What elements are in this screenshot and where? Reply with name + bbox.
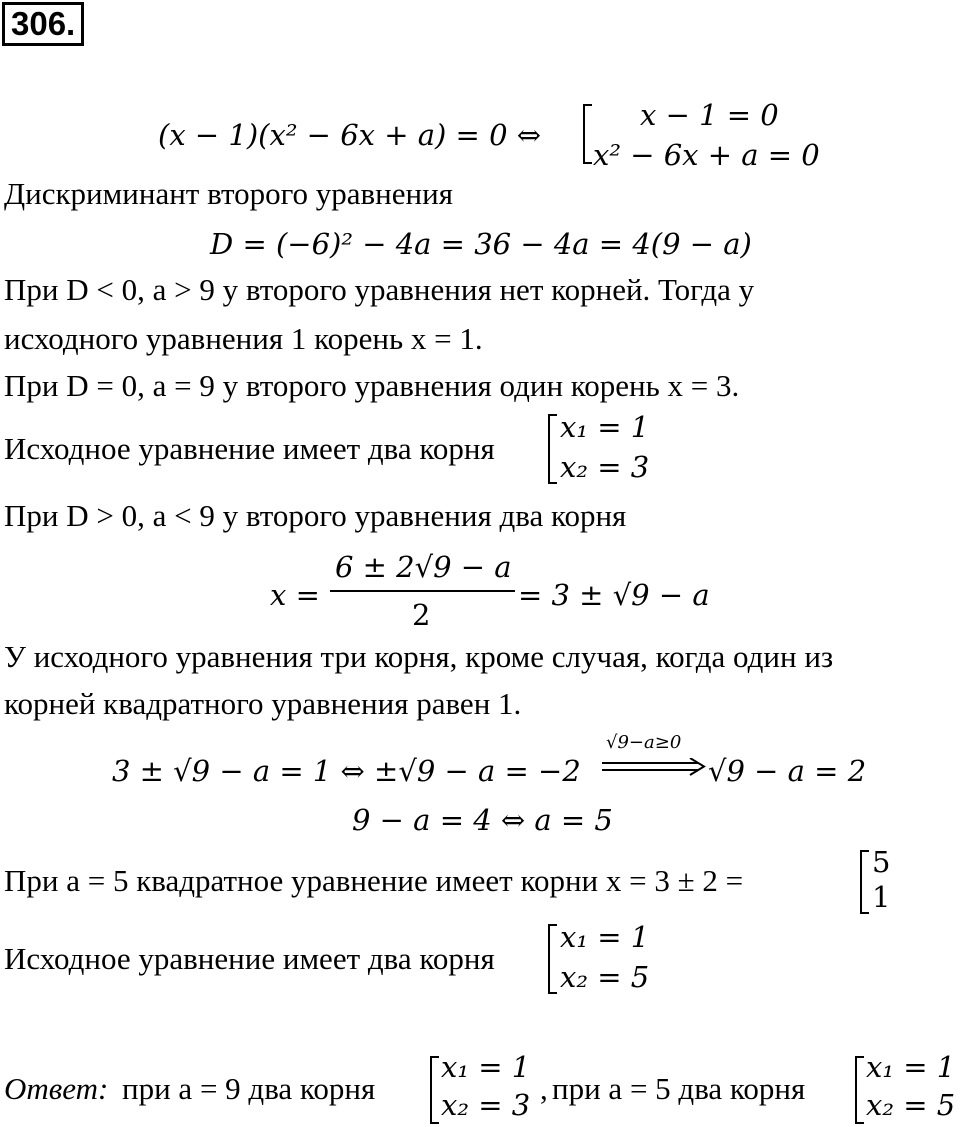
answer-part1: при a = 9 два корня	[122, 1071, 376, 1106]
answer-part2: при a = 5 два корня	[552, 1071, 806, 1106]
case-a5-text: При a = 5 квадратное уравнение имеет корни x = 3 ± 2 =	[4, 863, 744, 898]
roots-b-bracket	[548, 924, 557, 994]
case1-line2: исходного уравнения 1 корень x = 1.	[4, 321, 483, 356]
system-line1: x − 1 = 0	[640, 98, 779, 132]
problem-number: 306.	[2, 2, 84, 46]
eq-chain-end: √9 − a = 2	[708, 754, 867, 788]
roots-a-1: x₁ = 1	[560, 410, 650, 444]
case2-line1: При D = 0, a = 9 у второго уравнения один корень x = 3.	[4, 368, 740, 403]
system-left: (x − 1)(x² − 6x + a) = 0 ⇔	[158, 118, 542, 152]
eq-a: 9 − a = 4 ⇔ a = 5	[352, 803, 613, 837]
three-roots-line1: У исходного уравнения три корня, кроме случая, когда один из	[4, 639, 834, 674]
formula-rhs: = 3 ± √9 − a	[518, 578, 710, 612]
answer-roots2-2: x₂ = 5	[866, 1088, 956, 1122]
roots-b-1: x₁ = 1	[560, 920, 650, 954]
roots-a-bracket	[548, 414, 557, 484]
fraction-bar	[330, 590, 515, 592]
answer-separator: ,	[540, 1071, 548, 1106]
answer-roots1-bracket	[430, 1056, 439, 1124]
eq-chain: 3 ± √9 − a = 1 ⇔ ±√9 − a = −2	[112, 754, 581, 788]
roots-a-2: x₂ = 3	[560, 450, 650, 484]
case1-line1: При D < 0, a > 9 у второго уравнения нет корней. Тогда у	[4, 272, 755, 307]
case-a5-bracket	[860, 850, 869, 914]
case-a5-root-2: 1	[872, 880, 891, 914]
roots-b-2: x₂ = 5	[560, 960, 650, 994]
system-bracket	[583, 104, 592, 164]
answer-roots2-bracket	[855, 1056, 864, 1124]
arrow-label: √9−a≥0	[606, 732, 682, 753]
three-roots-line2: корней квадратного уравнения равен 1.	[4, 686, 522, 721]
text-discriminant: Дискриминант второго уравнения	[4, 176, 453, 211]
formula-denominator: 2	[412, 598, 431, 632]
double-arrow-icon	[602, 758, 706, 776]
answer-roots1-2: x₂ = 3	[441, 1088, 531, 1122]
answer-label: Ответ:	[4, 1071, 109, 1106]
answer-roots1-1: x₁ = 1	[441, 1050, 531, 1084]
eq-discriminant: D = (−6)² − 4a = 36 − 4a = 4(9 − a)	[210, 227, 752, 261]
two-roots-text-2: Исходное уравнение имеет два корня	[4, 941, 495, 976]
formula-lhs: x =	[270, 578, 320, 612]
system-line2: x² − 6x + a = 0	[593, 138, 820, 172]
case-a5-root-1: 5	[872, 845, 891, 879]
two-roots-text: Исходное уравнение имеет два корня	[4, 431, 495, 466]
formula-numerator: 6 ± 2√9 − a	[335, 550, 512, 584]
case3-line1: При D > 0, a < 9 у второго уравнения два корня	[4, 498, 627, 533]
answer-roots2-1: x₁ = 1	[866, 1050, 956, 1084]
